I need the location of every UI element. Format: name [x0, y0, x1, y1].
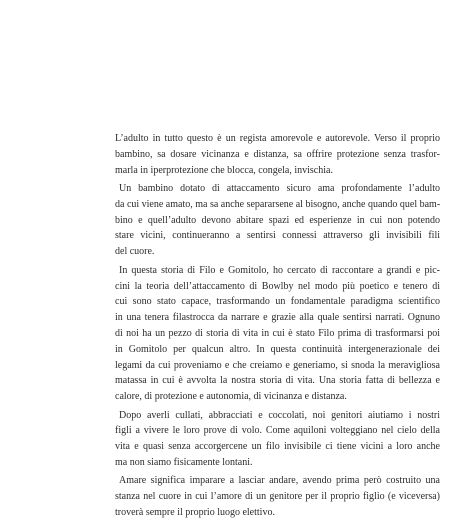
text-line: Un bambino dotato di attaccamento sicuro ama profondamente l’adulto [119, 183, 440, 195]
paragraph-3 [115, 263, 440, 405]
text-line: stanza nel cuore in cui l’amore di un genitore per il proprio figlio (e viceversa) [115, 491, 440, 503]
paragraph-1 [115, 131, 440, 178]
text-line: da cui viene amato, ma sa anche separarsene al bisogno, anche quando quel bam- [115, 198, 441, 210]
text-line: stare vicini, continueranno a sentirsi connessi attraverso gli invisibili fili [115, 230, 440, 242]
paragraph-2 [115, 181, 440, 260]
text-line: cini la teoria dell’attaccamento di Bowlby nel modo più poetico e tenero di [115, 280, 440, 292]
text-line: troverà sempre il proprio luogo elettivo. [115, 507, 275, 519]
body-text [115, 131, 440, 524]
text-line: Amare significa imparare a lasciar andare, avendo prima però costruito una [119, 475, 440, 487]
text-line: di noi ha un pezzo di storia di vita in cui è stato Filo prima di trasformarsi poi [115, 327, 440, 339]
text-line: figli a vivere le loro prove di volo. Come aquiloni volteggiano nel cielo della [115, 425, 440, 437]
text-line: marla in iperprotezione che blocca, congela, invischia. [115, 164, 333, 176]
text-line: ma non siamo fisicamente lontani. [115, 457, 253, 468]
text-line: in Gomitolo per qualcun altro. In questa continuità intergenerazionale dei [115, 343, 440, 355]
paragraph-5 [115, 473, 440, 520]
text-line: cui sono stato capace, trasformando un fondamentale paradigma scientifico [115, 296, 440, 308]
text-line: calore, di protezione e autonomia, di vicinanza e distanza. [115, 391, 347, 403]
paragraph-4 [115, 408, 440, 471]
text-line: In questa storia di Filo e Gomitolo, ho cercato di raccontare a grandi e pic- [119, 264, 440, 276]
text-line: L’adulto in tutto questo è un regista amorevole e autorevole. Verso il proprio [115, 133, 440, 144]
text-line: matassa in cui è avvolta la nostra storia di vita. Una storia fatta di bellezza e [115, 375, 440, 387]
text-line: in una tenera filastrocca da narrare e grazie alla quale sentirsi narrati. Ognuno [115, 312, 440, 324]
text-line: bino e quell’adulto devono abitare spazi ed esperienze in cui non potendo [115, 214, 440, 226]
text-line: legami da cui proveniamo e che creiamo e generiamo, si snoda la meravigliosa [115, 359, 440, 371]
text-line: vita e quasi senza accorgercene un filo invisibile ci tiene vicini a loro anche [115, 441, 440, 453]
text-line: bambino, sa dosare vicinanza e distanza, sa offrire protezione senza trasfor- [115, 148, 440, 160]
text-line: del cuore. [115, 246, 155, 258]
text-line: Dopo averli cullati, abbracciati e coccolati, noi genitori aiutiamo i nostri [119, 409, 440, 421]
